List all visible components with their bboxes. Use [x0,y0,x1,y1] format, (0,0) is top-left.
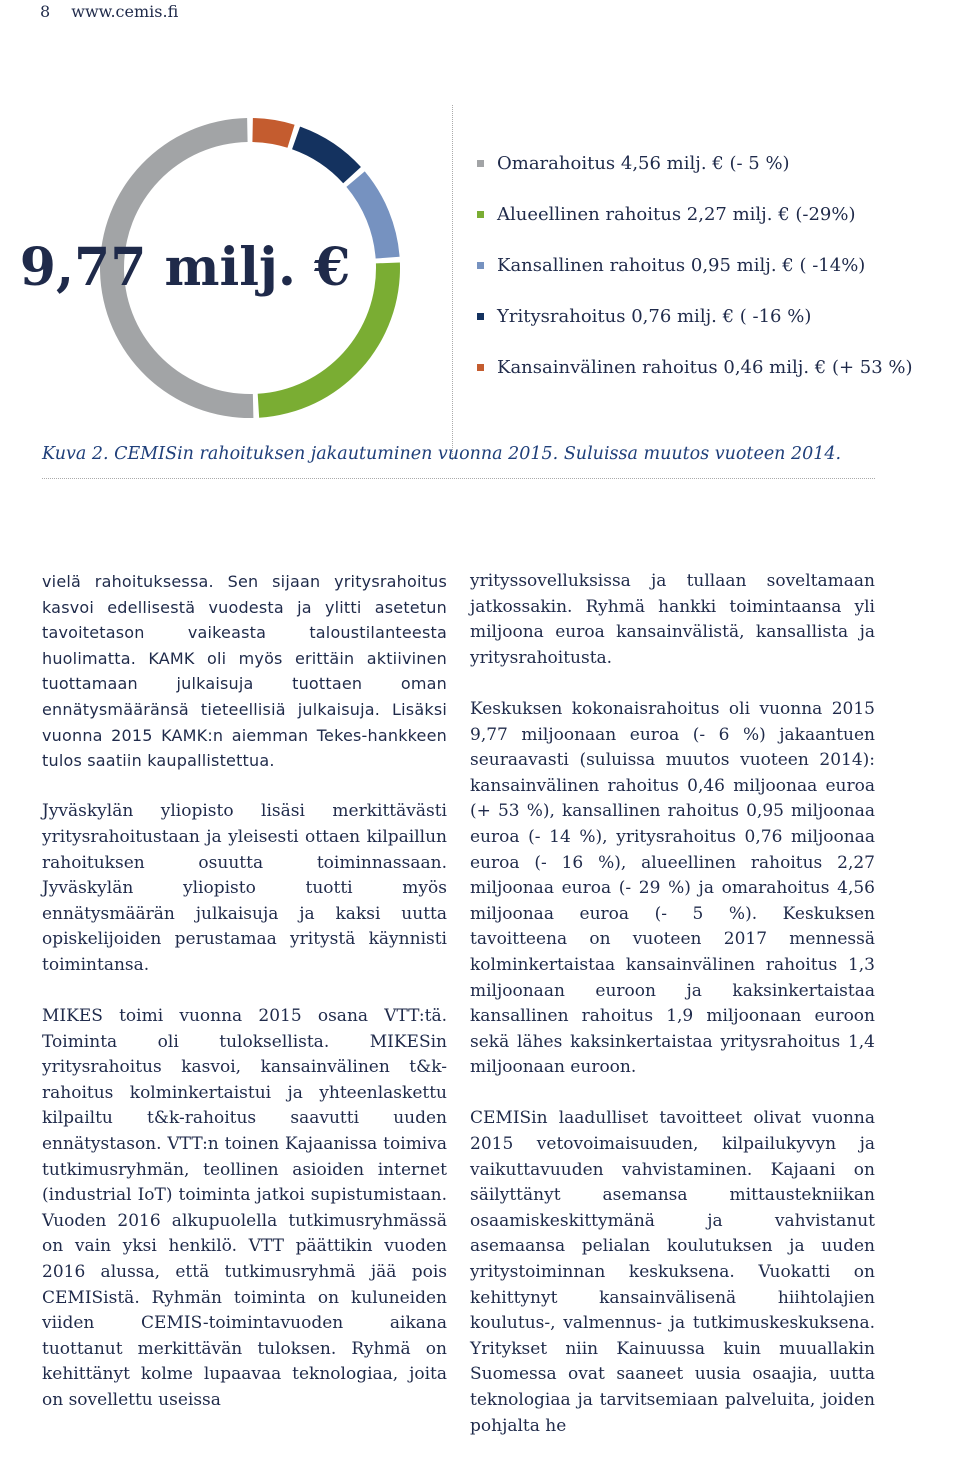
donut-segment-yritysrahoitus [292,127,361,184]
legend-swatch [477,211,484,218]
legend-label: Yritysrahoitus 0,76 milj. € ( -16 %) [497,306,812,327]
paragraph: yrityssovelluksissa ja tullaan soveltamaan jatkossakin. Ryhmä hankki toimintaansa yli miljoona euroa kansainvälistä, kansallista ja yritysrahoitusta. [470,571,875,668]
legend-swatch [477,313,484,320]
paragraph: MIKES toimi vuonna 2015 osana VTT:tä. Toiminta oli tuloksellista. MIKESin yritysrahoitus kasvoi, kansainvälinen t&k-rahoitus kolminkertaistui ja yhteenlaskettu kilpailtu t&k-rahoitus saavutti uuden ennätystason. VTT:n toinen Kajaanissa toimiva tutkimusryhmän, teollinen asioiden internet (industrial IoT) toiminta jatkoi supistumistaan. Vuoden 2016 alkupuolella tutkimusryhmässä on vain yksi henkilö. VTT päättikin vuoden 2016 alussa, että tutkimusryhmä jää pois CEMISistä. Ryhmän toiminta on kuluneiden viiden CEMIS-toimintavuoden aikana tuottanut merkittävän tuloksen. Ryhmä on kehittänyt kolme lupaavaa teknologiaa, joita on sovellettu useissa [42,1006,447,1410]
vertical-divider [452,105,453,460]
legend-label: Kansainvälinen rahoitus 0,46 milj. € (+ 53 %) [497,357,913,378]
legend-item-omarahoitus [477,138,913,189]
legend-label: Omarahoitus 4,56 milj. € (- 5 %) [497,153,790,174]
paragraph: CEMISin laadulliset tavoitteet olivat vuonna 2015 vetovoimaisuuden, kilpailukyvyn ja vaikuttavuuden vahvistaminen. Kajaani on säilyttänyt asemansa mittaustekniikan osaamiskeskittymänä ja vahvistanut asemaansa pelialan koulutuksen ja uuden yritystoiminnan keskuksena. Vuokatti on kehittynyt kansainvälisenä hiihtolajien koulutus-, valmennus- ja tutkimuskeskuksena. Yritykset niin Kainuussa kuin muuallakin Suomessa ovat saaneet uusia osaajia, uutta teknologiaa ja tarvitsemiaan palveluita, joiden pohjalta he [470,1108,875,1436]
paragraph: Keskuksen kokonaisrahoitus oli vuonna 2015 9,77 miljoonaan euroa (- 6 %) jakaantuen seuraavasti (suluissa muutos vuoteen 2014): kansainvälinen rahoitus 0,46 miljoonaa euroa (+ 53 %), kansallinen rahoitus 0,95 miljoonaa euroa (- 14 %), yritysrahoitus 0,76 miljoonaa euroa (- 16 %), alueellinen rahoitus 2,27 miljoonaa euroa (- 29 %) ja omarahoitus 4,56 miljoonaa euroa (- 5 %). Keskuksen tavoitteena on vuoteen 2017 mennessä kolminkertaistaa kansainvälinen rahoitus 1,3 miljoonaan euroon ja kaksinkertaistaa kansallinen rahoitus 1,9 miljoonaan euroon sekä lähes kaksinkertaistaa yritysrahoitus 1,4 miljoonaan euroon. [470,698,875,1078]
donut-segment-kansallinen-rahoitus [346,171,399,258]
right-column [470,569,875,1465]
header-url: www.cemis.fi [71,2,179,21]
paragraph: Jyväskylän yliopisto lisäsi merkittävästi yritysrahoitustaan ja yleisesti ottaen kilpaillun rahoituksen osuutta toiminnassaan. Jyväskylän yliopisto tuotti myös ennätysmäärän julkaisuja ja kaksi uutta opiskelijoiden perustamaa yritystä käynnisti toimintansa. [42,801,447,975]
legend-item-alueellinen [477,189,913,240]
legend-swatch [477,160,484,167]
paragraph: vielä rahoituksessa. Sen sijaan yritysrahoitus kasvoi edellisestä vuodesta ja ylitti asetetun tavoitetason vaikeasta taloustilanteesta huolimatta. KAMK oli myös erittäin aktiivinen tuottamaan julkaisuja tuottaen oman ennätysmääränsä tieteellisiä julkaisuja. Lisäksi vuonna 2015 KAMK:n aiemman Tekes-hankkeen tulos saatiin kaupallistettua. [42,572,447,771]
funding-donut-chart [19,90,440,450]
legend-swatch [477,364,484,371]
horizontal-divider [42,478,875,479]
legend-label: Alueellinen rahoitus 2,27 milj. € (-29%) [497,204,856,225]
legend-item-kansallinen [477,240,913,291]
chart-legend [477,138,913,393]
legend-item-yritys [477,291,913,342]
page-header [40,2,178,21]
page-number: 8 [40,2,51,21]
legend-swatch [477,262,484,269]
donut-segment-kansainvälinen-rahoitus [252,118,294,148]
figure-caption: Kuva 2. CEMISin rahoituksen jakautuminen vuonna 2015. Suluissa muutos vuoteen 2014. [42,444,842,464]
left-column [42,569,447,1439]
legend-item-kansainvalinen [477,342,913,393]
donut-center-label: 9,77 milj. € [19,237,351,298]
legend-label: Kansallinen rahoitus 0,95 milj. € ( -14%) [497,255,866,276]
